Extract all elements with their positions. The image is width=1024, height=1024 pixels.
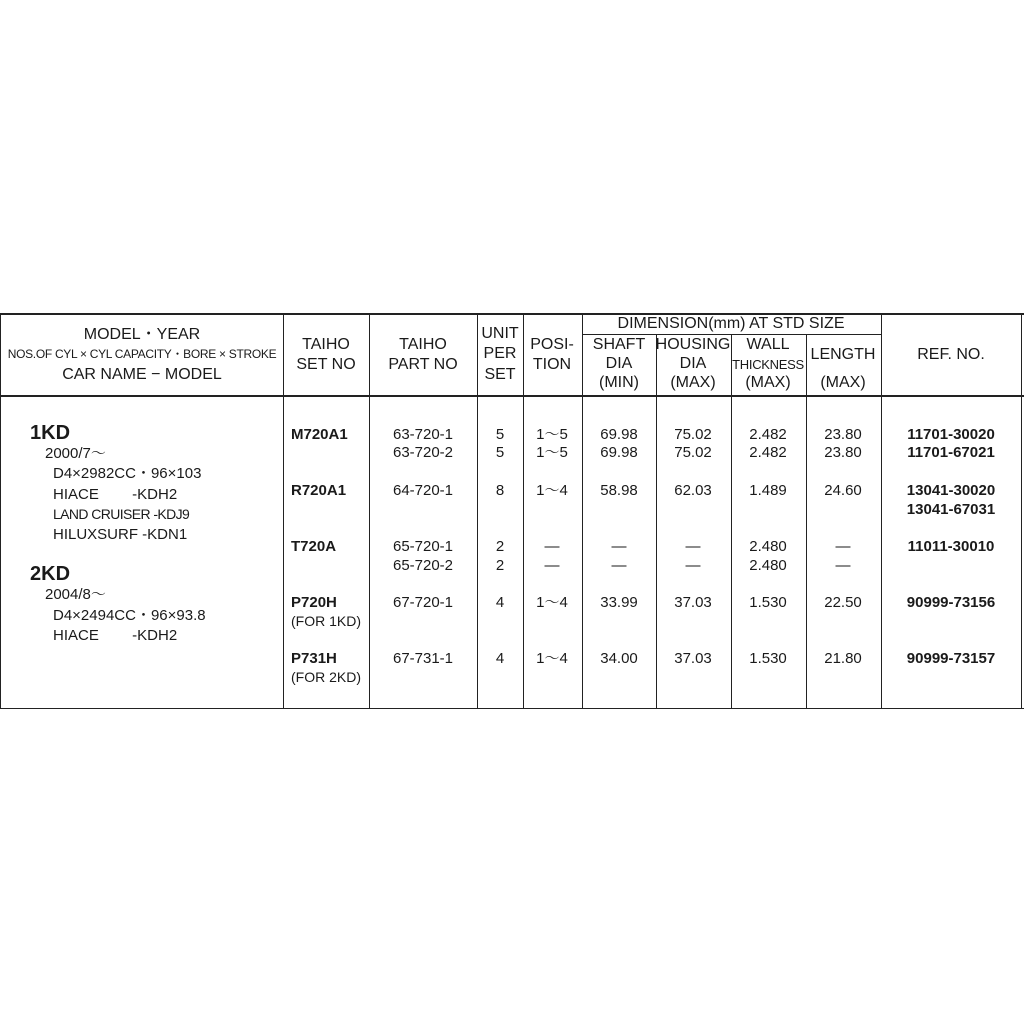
cell-set: T720A — [291, 538, 337, 555]
header-shaft-dia: (MIN) — [599, 374, 639, 391]
header-car-model: CAR NAME − MODEL — [62, 366, 222, 383]
header-taiho-set-no: TAIHO — [302, 336, 350, 353]
cell-length: — — [835, 538, 851, 555]
cell-part: 63-720-1 — [392, 426, 454, 443]
cell-pos: — — [544, 557, 560, 574]
cell-wall: 1.530 — [749, 594, 787, 611]
cell-housing: 37.03 — [674, 594, 712, 611]
model-year: 2000/7～ — [45, 445, 106, 462]
header-length: LENGTH — [810, 346, 876, 363]
header-housing-dia: HOUSING — [655, 336, 731, 353]
column-divider — [0, 313, 1, 709]
cell-part: 67-731-1 — [392, 650, 454, 667]
header-ref-no: REF. NO. — [917, 346, 985, 363]
column-divider — [1021, 313, 1022, 709]
cell-housing: 37.03 — [674, 650, 712, 667]
cell-housing: 75.02 — [674, 426, 712, 443]
cell-set-note: (FOR 2KD) — [291, 669, 361, 685]
header-shaft-dia: SHAFT — [592, 336, 646, 353]
car-model: HILUXSURF -KDN1 — [53, 526, 188, 543]
cell-pos: 1～4 — [536, 482, 568, 499]
cell-ref: 11011-30010 — [907, 538, 995, 555]
model-year: 2004/8～ — [45, 586, 106, 603]
cell-shaft: — — [611, 557, 627, 574]
cell-part: 67-720-1 — [392, 594, 454, 611]
column-divider — [283, 313, 284, 709]
cell-ref: 13041-30020 — [906, 482, 996, 499]
header-taiho-set-no: SET NO — [296, 356, 356, 373]
cell-shaft: 69.98 — [600, 444, 638, 461]
cell-set: P720H — [291, 594, 337, 611]
car-model: HIACE -KDH2 — [53, 627, 178, 644]
engine-model: 1KD — [30, 422, 71, 444]
header-taiho-part-no: TAIHO — [399, 336, 447, 353]
cell-set-note: (FOR 1KD) — [291, 613, 361, 629]
cell-housing: — — [685, 538, 701, 555]
engine-model: 2KD — [30, 563, 71, 585]
cell-shaft: 58.98 — [600, 482, 638, 499]
cell-length: 23.80 — [824, 444, 862, 461]
cell-part: 63-720-2 — [392, 444, 454, 461]
column-divider — [369, 313, 370, 709]
cell-length: 22.50 — [824, 594, 862, 611]
header-wall-thickness: THICKNESS — [732, 357, 804, 372]
table-bottom-rule — [0, 708, 1024, 709]
header-wall-thickness: WALL — [746, 336, 790, 353]
header-housing-dia: (MAX) — [670, 374, 716, 391]
cell-length: 24.60 — [824, 482, 862, 499]
cell-unit: 5 — [495, 426, 505, 443]
cell-set: R720A1 — [291, 482, 347, 499]
header-model-year: MODEL・YEAR — [83, 326, 201, 343]
header-housing-dia: DIA — [679, 355, 707, 372]
cell-unit: 5 — [495, 444, 505, 461]
cell-pos: — — [544, 538, 560, 555]
header-dimension: DIMENSION(mm) AT STD SIZE — [617, 315, 845, 332]
cell-unit: 4 — [495, 650, 505, 667]
cell-shaft: — — [611, 538, 627, 555]
cell-wall: 2.482 — [749, 444, 787, 461]
model-spec: D4×2494CC・96×93.8 — [53, 607, 206, 624]
cell-unit: 2 — [495, 538, 505, 555]
model-spec: D4×2982CC・96×103 — [53, 465, 202, 482]
cell-wall: 1.530 — [749, 650, 787, 667]
cell-part: 65-720-1 — [392, 538, 454, 555]
header-unit-per-set: PER — [483, 345, 517, 362]
column-divider — [477, 313, 478, 709]
car-model: HIACE -KDH2 — [53, 486, 178, 503]
cell-ref: 90999-73156 — [906, 594, 996, 611]
cell-shaft: 33.99 — [600, 594, 638, 611]
cell-length: 23.80 — [824, 426, 862, 443]
header-position: POSI- — [530, 336, 574, 353]
cell-wall: 2.480 — [749, 538, 787, 555]
table-top-rule — [0, 313, 1024, 315]
cell-length: — — [835, 557, 851, 574]
cell-shaft: 34.00 — [600, 650, 638, 667]
cell-unit: 2 — [495, 557, 505, 574]
header-bottom-rule — [0, 395, 1024, 397]
cell-set: M720A1 — [291, 426, 348, 443]
header-taiho-part-no: PART NO — [388, 356, 458, 373]
header-unit-per-set: SET — [484, 366, 516, 383]
cell-part: 64-720-1 — [392, 482, 454, 499]
column-divider — [731, 334, 732, 709]
column-divider — [582, 313, 583, 709]
header-shaft-dia: DIA — [605, 355, 633, 372]
header-position: TION — [532, 356, 572, 373]
cell-pos: 1～4 — [536, 594, 568, 611]
cell-wall: 2.480 — [749, 557, 787, 574]
cell-pos: 1～4 — [536, 650, 568, 667]
cell-unit: 8 — [495, 482, 505, 499]
cell-wall: 1.489 — [749, 482, 787, 499]
cell-housing: 75.02 — [674, 444, 712, 461]
cell-pos: 1～5 — [536, 426, 568, 443]
cell-shaft: 69.98 — [600, 426, 638, 443]
header-unit-per-set: UNIT — [481, 325, 519, 342]
cell-ref: 13041-67031 — [906, 501, 996, 518]
cell-wall: 2.482 — [749, 426, 787, 443]
header-wall-thickness: (MAX) — [745, 374, 791, 391]
cell-housing: 62.03 — [674, 482, 712, 499]
header-length: (MAX) — [820, 374, 866, 391]
header-cyl-line: NOS.OF CYL × CYL CAPACITY・BORE × STROKE — [7, 347, 277, 361]
cell-ref: 11701-67021 — [907, 444, 995, 461]
cell-part: 65-720-2 — [392, 557, 454, 574]
column-divider — [806, 334, 807, 709]
cell-unit: 4 — [495, 594, 505, 611]
cell-set: P731H — [291, 650, 337, 667]
column-divider — [881, 313, 882, 709]
cell-housing: — — [685, 557, 701, 574]
cell-ref: 11701-30020 — [907, 426, 995, 443]
car-model: LAND CRUISER -KDJ9 — [53, 506, 190, 522]
cell-length: 21.80 — [824, 650, 862, 667]
column-divider — [523, 313, 524, 709]
cell-ref: 90999-73157 — [906, 650, 996, 667]
cell-pos: 1～5 — [536, 444, 568, 461]
column-divider — [656, 334, 657, 709]
